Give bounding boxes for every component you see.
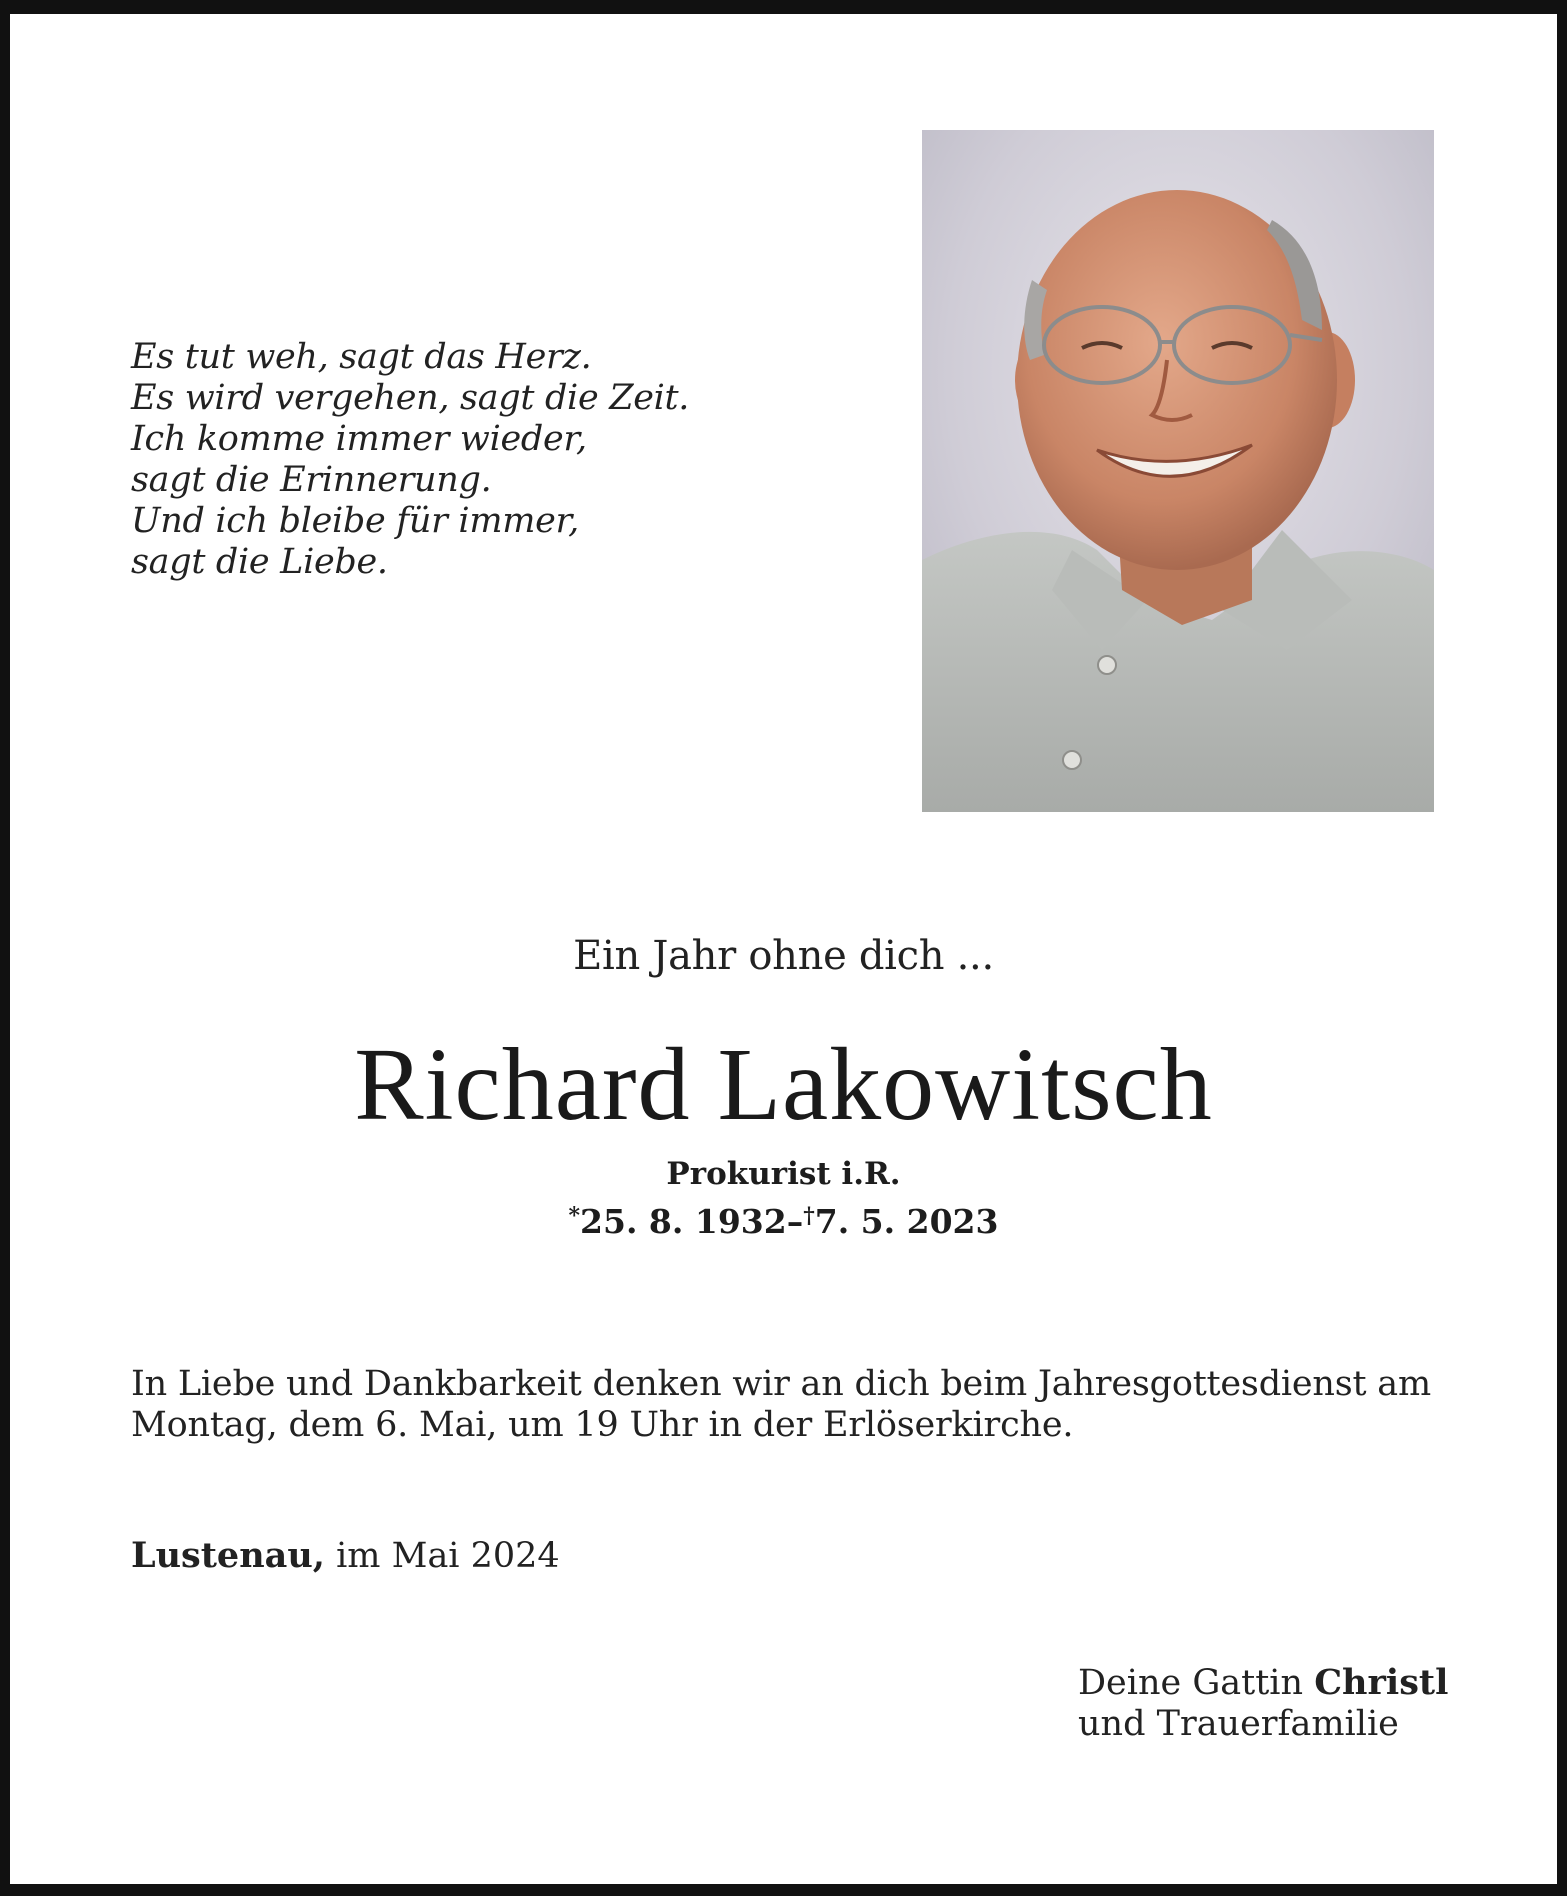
deceased-title: Prokurist i.R. [666, 1156, 901, 1192]
intro-text: Ein Jahr ohne dich ... [573, 933, 994, 979]
date-separator: – [786, 1202, 804, 1241]
birth-symbol: * [568, 1203, 581, 1229]
place-date: im Mai 2024 [336, 1536, 560, 1576]
life-dates [0, 1195, 1567, 1243]
portrait-photo [922, 130, 1434, 812]
place-city: Lustenau, [131, 1535, 325, 1576]
death-symbol: † [803, 1203, 815, 1229]
poem-line: sagt die Erinnerung. [131, 460, 492, 500]
signature-prefix: Deine Gattin [1078, 1663, 1304, 1703]
birth-date: 25. 8. 1932 [580, 1202, 787, 1241]
poem [131, 337, 689, 583]
poem-line: Es wird vergehen, sagt die Zeit. [131, 378, 690, 418]
poem-line: Es tut weh, sagt das Herz. [131, 337, 592, 377]
signature-name: Christl [1314, 1662, 1449, 1703]
poem-line: Und ich bleibe für immer, [131, 501, 579, 541]
memorial-message [131, 1364, 1441, 1446]
message-line: In Liebe und Dankbarkeit denken wir an dich beim Jahresgottesdienst am [131, 1364, 1431, 1404]
poem-line: sagt die Liebe. [131, 542, 388, 582]
signature-line-1 [1078, 1662, 1448, 1704]
death-date: 7. 5. 2023 [814, 1202, 999, 1241]
deceased-name: Richard Lakowitsch [354, 1027, 1213, 1142]
message-line: Montag, dem 6. Mai, um 19 Uhr in der Erlöserkirche. [131, 1405, 1074, 1445]
place-and-date [131, 1534, 560, 1578]
signature [1078, 1662, 1448, 1745]
signature-line-2: und Trauerfamilie [1078, 1704, 1399, 1744]
poem-line: Ich komme immer wieder, [131, 419, 587, 459]
